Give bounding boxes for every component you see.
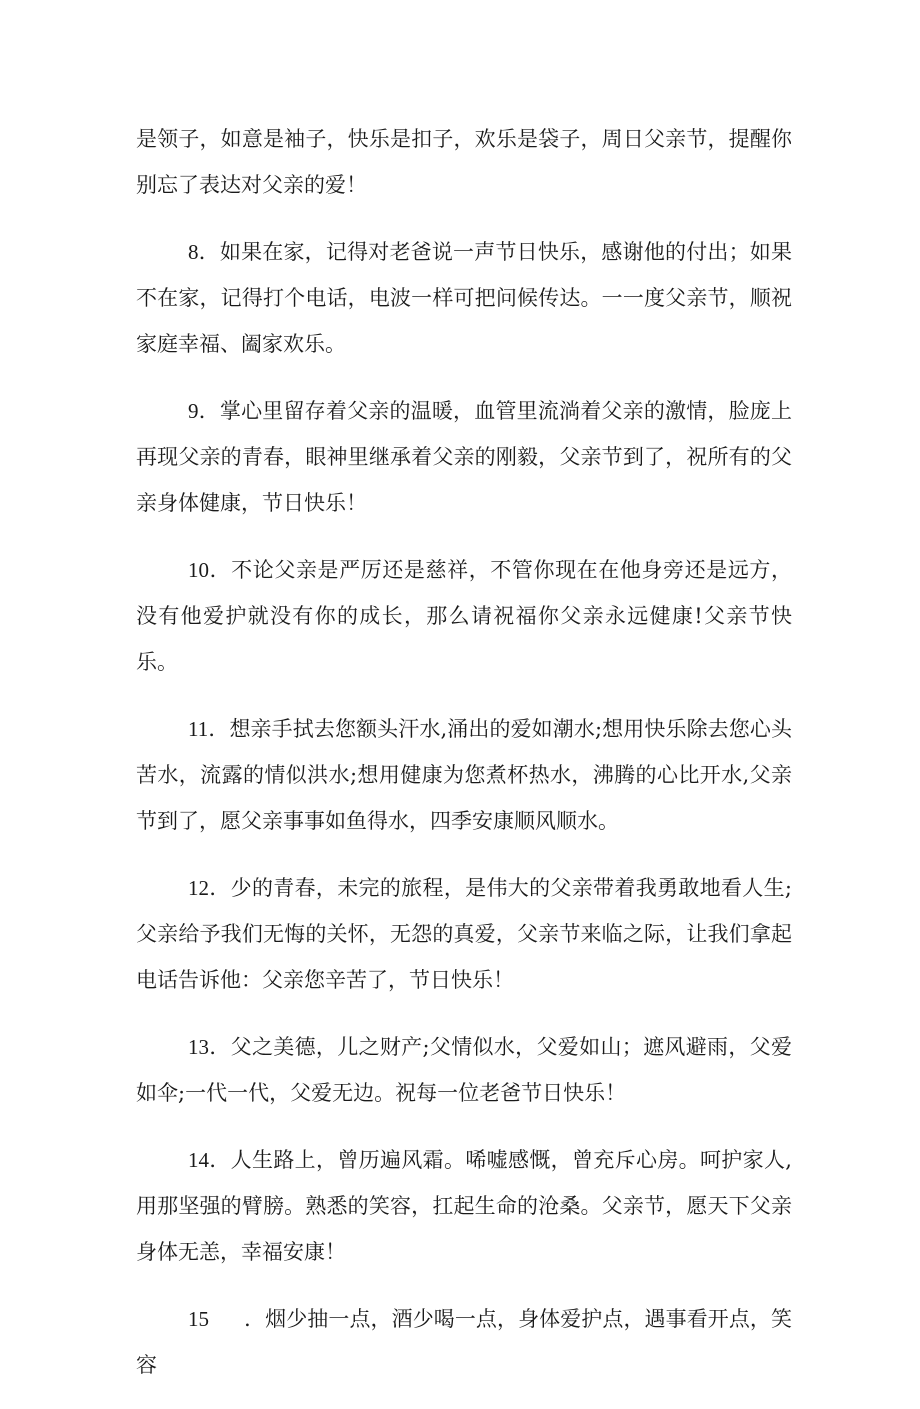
paragraph-text: ．少的青春，未完的旅程，是伟大的父亲带着我勇敢地看人生;父亲给予我们无悔的关怀，无怨的真爱，父亲节来临之际，让我们拿起电话告诉他：父亲您辛苦了，节日快乐！ — [136, 876, 792, 992]
paragraph-continuation — [136, 116, 792, 208]
document-body — [136, 116, 792, 1409]
paragraph-text: ．不论父亲是严厉还是慈祥，不管你现在在他身旁还是远方，没有他爱护就没有你的成长，那么请祝福你父亲永远健康!父亲节快乐。 — [136, 558, 792, 674]
paragraph-text: ．烟少抽一点，酒少喝一点，身体爱护点，遇事看开点，笑容 — [136, 1307, 792, 1377]
item-number: 9 — [188, 399, 199, 423]
paragraph-text: ．掌心里留存着父亲的温暖，血管里流淌着父亲的激情，脸庞上再现父亲的青春，眼神里继承着父亲的刚毅，父亲节到了，祝所有的父亲身体健康，节日快乐！ — [136, 399, 792, 515]
paragraph-text: ．父之美德，儿之财产;父情似水，父爱如山；遮风避雨，父爱如伞;一代一代，父爱无边。祝每一位老爸节日快乐！ — [136, 1035, 792, 1105]
item-number: 15 — [188, 1307, 209, 1331]
item-number: 11 — [188, 717, 209, 741]
item-number: 12 — [188, 876, 209, 900]
list-item-15 — [136, 1296, 792, 1388]
paragraph-text: ．想亲手拭去您额头汗水,涌出的爱如潮水;想用快乐除去您心头苦水，流露的情似洪水;想用健康为您煮杯热水，沸腾的心比开水,父亲节到了，愿父亲事事如鱼得水，四季安康顺风顺水。 — [136, 717, 792, 833]
list-item-8 — [136, 229, 792, 367]
item-number: 10 — [188, 558, 209, 582]
paragraph-text: 是领子，如意是袖子，快乐是扣子，欢乐是袋子，周日父亲节，提醒你别忘了表达对父亲的爱！ — [136, 127, 792, 197]
list-item-11 — [136, 706, 792, 844]
list-item-13 — [136, 1024, 792, 1116]
paragraph-text: ．人生路上，曾历遍风霜。唏嘘感慨，曾充斥心房。呵护家人,用那坚强的臂膀。熟悉的笑容，扛起生命的沧桑。父亲节，愿天下父亲身体无恙，幸福安康！ — [136, 1148, 792, 1264]
list-item-14 — [136, 1137, 792, 1275]
item-number: 13 — [188, 1035, 209, 1059]
item-number: 8 — [188, 240, 199, 264]
list-item-12 — [136, 865, 792, 1003]
item-number: 14 — [188, 1148, 209, 1172]
list-item-9 — [136, 388, 792, 526]
paragraph-text: ．如果在家，记得对老爸说一声节日快乐，感谢他的付出；如果不在家，记得打个电话，电波一样可把问候传达。一一度父亲节，顺祝家庭幸福、阖家欢乐。 — [136, 240, 792, 356]
list-item-10 — [136, 547, 792, 685]
